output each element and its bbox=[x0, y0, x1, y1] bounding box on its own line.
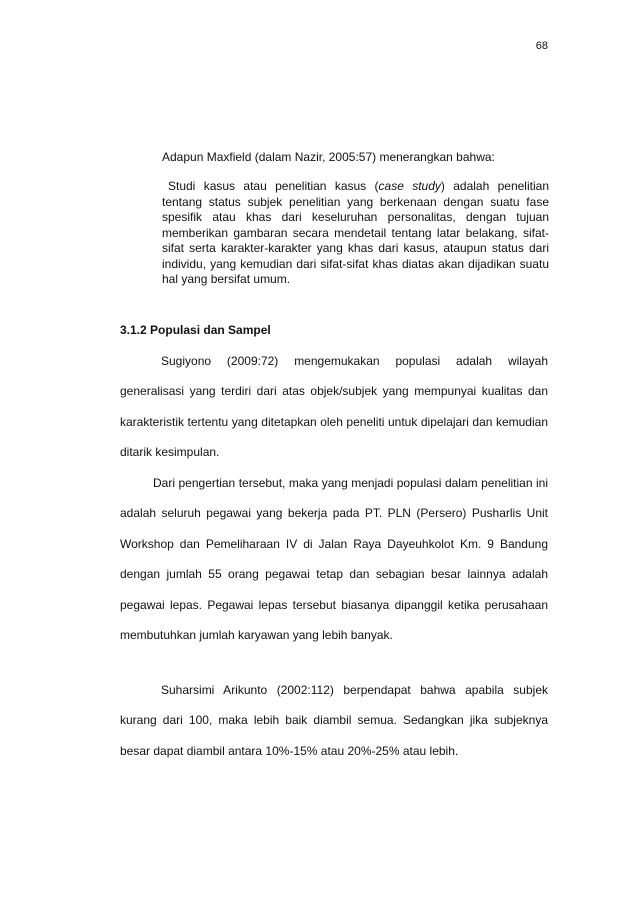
block-quote bbox=[162, 179, 549, 288]
quote-text-start: Studi kasus atau penelitian kasus ( bbox=[168, 179, 379, 193]
paragraph-2: Dari pengertian tersebut, maka yang menjadi populasi dalam penelitian ini adalah seluruh pegawai yang bekerja pada PT. PLN (Persero) Pusharlis Unit Workshop dan Pemeliharaan IV di Jalan Raya Dayeuhkolot Km. 9 Bandung dengan jumlah 55 orang pegawai tetap dan sebagian besar lainnya adalah pegawai lepas. Pegawai lepas tersebut biasanya dipanggil ketika perusahaan membutuhkan jumlah karyawan yang lebih banyak. bbox=[120, 476, 548, 643]
quote-text-rest: ) adalah penelitian tentang status subjek penelitian yang berkenaan dengan suatu fase spesifik atau khas dari keseluruhan personalitas, dengan tujuan memberikan gambaran secara mendetail tentang latar belakang, sifat-sifat serta karakter-karakter yang khas dari kasus, ataupun status dari individu, yang kemudian dari sifat-sifat khas diatas akan dijadikan suatu hal yang bersifat umum. bbox=[162, 179, 549, 286]
paragraph-1: Sugiyono (2009:72) mengemukakan populasi adalah wilayah generalisasi yang terdiri dari atas objek/subjek yang mempunyai kualitas dan karakteristik tertentu yang ditetapkan oleh peneliti untuk dipelajari dan kemudian ditarik kesimpulan. bbox=[120, 354, 548, 460]
quote-term: case study bbox=[378, 179, 441, 193]
section-heading: 3.1.2 Populasi dan Sampel bbox=[120, 323, 271, 337]
page-number: 68 bbox=[535, 40, 548, 52]
paragraph-3: Suharsimi Arikunto (2002:112) berpendapat bahwa apabila subjek kurang dari 100, maka lebih baik diambil semua. Sedangkan jika subjeknya besar dapat diambil antara 10%-15% atau 20%-25% atau lebih. bbox=[120, 683, 548, 758]
intro-sentence: Adapun Maxfield (dalam Nazir, 2005:57) menerangkan bahwa: bbox=[162, 150, 495, 164]
